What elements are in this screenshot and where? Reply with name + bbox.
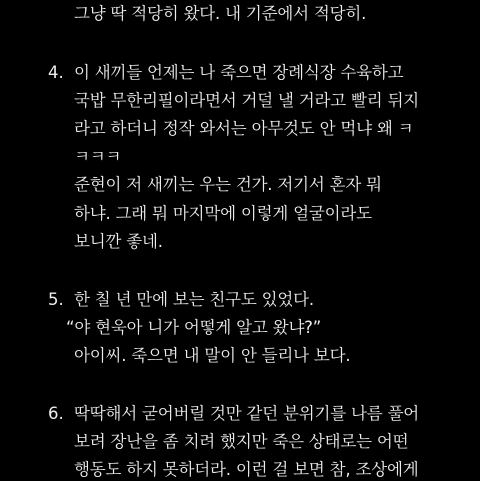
text-line: 아이씨. 죽으면 내 말이 안 들리나 보다.: [74, 346, 351, 365]
text-line: 라고 하더니 정작 와서는 아무것도 안 먹냐 왜 ㅋ: [74, 119, 414, 138]
text-line: 보니깐 좋네.: [74, 232, 163, 251]
list-number: 4.: [48, 63, 64, 82]
text-line: 하냐. 그래 뭐 마지막에 이렇게 얼굴이라도: [74, 204, 372, 223]
text-line: 이 새끼들 언제는 나 죽으면 장례식장 수육하고: [74, 63, 404, 82]
text-line: “야 현욱아 니가 어떻게 알고 왔냐?”: [66, 318, 322, 337]
text-line: 한 칠 년 만에 보는 친구도 있었다.: [74, 290, 314, 309]
text-line: 딱딱해서 굳어버릴 것만 같던 분위기를 나름 풀어: [74, 404, 420, 423]
text-line: 보려 장난을 좀 치려 했지만 죽은 상태로는 어떤: [74, 432, 409, 451]
list-number: 5.: [48, 290, 64, 309]
list-number: 6.: [48, 404, 64, 423]
text-line: ㅋㅋㅋ: [74, 147, 122, 166]
text-line: 준현이 저 새끼는 우는 건가. 저기서 혼자 뭐: [74, 175, 382, 194]
text-line: 행동도 하지 못하더라. 이런 걸 보면 참, 조상에게: [74, 460, 419, 479]
text-line: 국밥 무한리필이라면서 거덜 낼 거라고 빨리 뒤지: [74, 91, 420, 110]
text-line: 그냥 딱 적당히 왔다. 내 기준에서 적당히.: [74, 4, 367, 23]
